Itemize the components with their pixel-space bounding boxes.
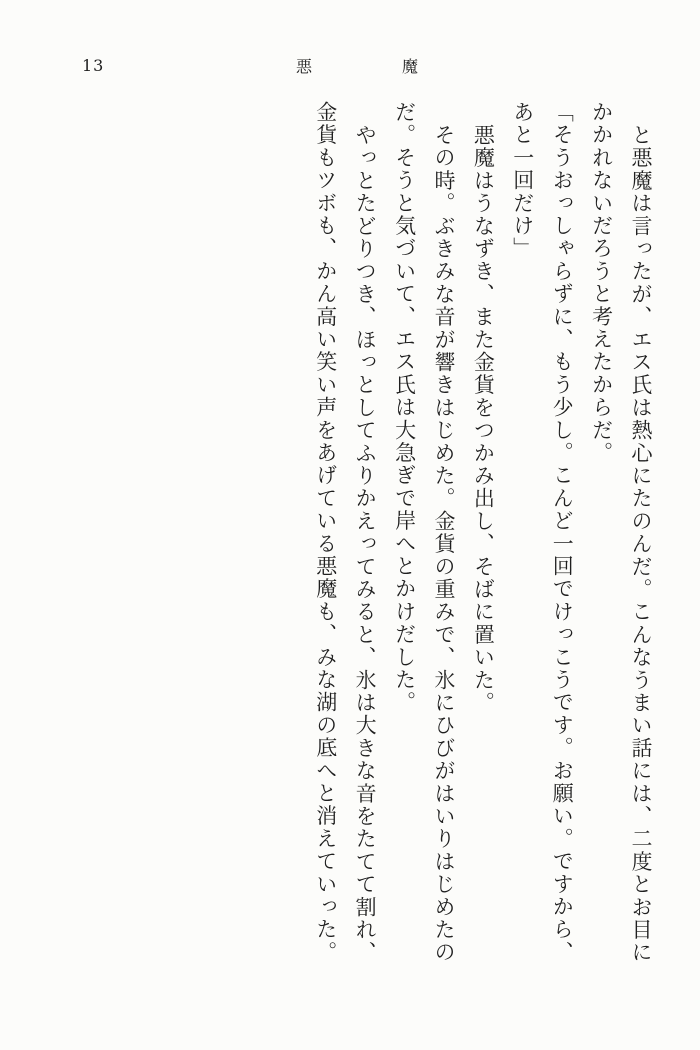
running-title: 悪魔 [296, 57, 509, 76]
text-line: その時。ぶきみな音が響きはじめた。金貨の重みで、氷にひびがはいりはじめたの [431, 123, 456, 964]
page-number: 13 [82, 56, 105, 75]
text-block [305, 101, 660, 965]
text-line: 悪魔はうなずき、また金貨をつかみ出し、そばに置いた。 [471, 123, 496, 714]
text-line: 金貨もツボも、かん高い笑い声をあげている悪魔も、みな湖の底へと消えていった。 [313, 101, 338, 964]
text-line: かかれないだろうと考えたからだ。 [589, 101, 614, 465]
text-line: だ。そうと気づいて、エス氏は大急ぎで岸へとかけだした。 [392, 101, 417, 714]
text-line: あと一回だけ」 [510, 101, 535, 260]
text-line: 「そうおっしゃらずに、もう少し。こんど一回でけっこうです。お願い。ですから、 [550, 101, 575, 964]
text-line: やっとたどりつき、ほっとしてふりかえってみると、氷は大きな音をたてて割れ、 [353, 123, 378, 964]
text-line: と悪魔は言ったが、エス氏は熱心にたのんだ。こんなうまい話には、二度とお目に [629, 123, 653, 964]
